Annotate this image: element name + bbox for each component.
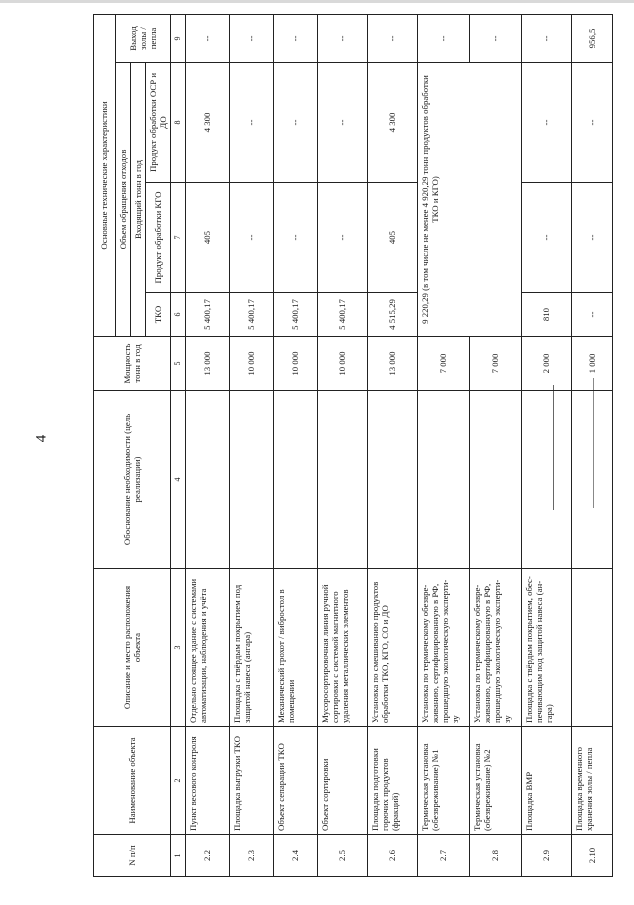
col-num-5: 5 [171,337,185,391]
row-n: 2.6 [367,835,417,877]
row-ash: -- [469,14,521,62]
row-kgo: -- [229,183,273,293]
row-tko: -- [571,293,612,337]
col-num-9: 9 [171,14,185,62]
header-kgo-product: Продукт обработки КГО [146,183,171,293]
row-osr: -- [229,63,273,183]
row-justification [317,391,367,569]
row-osr: -- [273,63,317,183]
row-kgo: 405 [185,183,229,293]
row-description: Площадка с твёрдым покрытием под защитой навеса (ангара) [229,569,273,727]
row-osr: 4 300 [185,63,229,183]
row-kgo: -- [317,183,367,293]
header-capacity: Мощность тонн в год [94,337,171,391]
col-num-6: 6 [171,293,185,337]
row-osr: -- [521,63,571,183]
row-n: 2.7 [417,835,469,877]
row-capacity: 1 000 [571,337,612,391]
header-name: Наименование объекта [94,727,171,835]
row-n: 2.2 [185,835,229,877]
row-name: Термическая установка (обезвреживание) №2 [469,727,521,835]
header-main-chars: Основные технические характеристики [94,14,116,336]
header-osr-product: Продукт обработки ОСР и ДО [146,63,171,183]
table-row [317,14,367,876]
row-ash: -- [521,14,571,62]
table-row [417,14,469,876]
row-capacity: 2 000 [521,337,571,391]
row-name: Объект сепарации ТКО [273,727,317,835]
row-n: 2.4 [273,835,317,877]
row-ash: -- [417,14,469,62]
table-row [571,14,612,876]
row-ash: -- [317,14,367,62]
col-num-7: 7 [171,183,185,293]
row-kgo: -- [273,183,317,293]
header-justification: Обоснование необходимости (цель реализации) [94,391,171,569]
row-ash: 956,5 [571,14,612,62]
row-justification [229,391,273,569]
row-tko: 4 515,29 [367,293,417,337]
row-justification [521,391,571,569]
row-tko: 5 400,17 [229,293,273,337]
row-capacity: 10 000 [273,337,317,391]
row-name: Термическая установка (обезвреживание) №1 [417,727,469,835]
row-name: Площадка выгрузки ТКО [229,727,273,835]
col-num-3: 3 [171,569,185,727]
row-n: 2.3 [229,835,273,877]
row-justification [571,391,612,569]
table-row [273,14,317,876]
row-justification [417,391,469,569]
row-n: 2.8 [469,835,521,877]
row-description: Установка по термическому обезвре-живанию, сертифицированную в РФ, прошедшую экологическую эксперти-зу [417,569,469,727]
row-description: Установка по смешиванию продуктов обработки ТКО, КГО, СО и ДО [367,569,417,727]
row-osr: -- [571,63,612,183]
row-n: 2.5 [317,835,367,877]
header-waste-volume: Объем обращения отходов [116,63,131,337]
col-num-8: 8 [171,63,185,183]
row-name: Пункт весового контроля [185,727,229,835]
header-incoming: Входящий тонн в год [131,63,146,337]
col-num-1: 1 [171,835,185,877]
table-row [229,14,273,876]
row-description: Механический грохот / вибростол в помещении [273,569,317,727]
header-n: N п/п [94,835,171,877]
row-tko: 5 400,17 [273,293,317,337]
table-row [521,14,571,876]
row-capacity: 10 000 [229,337,273,391]
row-justification [273,391,317,569]
row-osr: 4 300 [367,63,417,183]
row-name: Площадка временного хранения золы / пепла [571,727,612,835]
row-justification [469,391,521,569]
row-name: Объект сортировки [317,727,367,835]
table-row [185,14,229,876]
row-description: Отдельно стоящее здание с системами автоматизации, наблюдения и учёта [185,569,229,727]
row-description: Установка по термическому обезвре-живанию, сертифицированную в РФ, прошедшую экологическую эксперти-зу [469,569,521,727]
header-tko: ТКО [146,293,171,337]
row-name: Площадка ВМР [521,727,571,835]
row-tko: 5 400,17 [317,293,367,337]
col-num-4: 4 [171,391,185,569]
row-capacity: 10 000 [317,337,367,391]
rotated-table-wrapper [93,15,613,877]
row-capacity: 7 000 [417,337,469,391]
header-ash-output: Выход золы / пепла [116,14,171,62]
row-ash: -- [229,14,273,62]
row-justification [367,391,417,569]
row-merged-volume: 9 220,29 (в том числе не менее 4 920,29 тонн продуктов обработки ТКО и КГО) [417,63,521,337]
row-capacity: 13 000 [367,337,417,391]
row-n: 2.9 [521,835,571,877]
row-description: Мусоросортировочная линия ручной сортировки с системой магнитного удаления металлических элементов [317,569,367,727]
row-name: Площадка подготовки горючих продуктов (фракций) [367,727,417,835]
table-row [367,14,417,876]
page-number: 4 [33,434,50,443]
row-justification [185,391,229,569]
row-ash: -- [273,14,317,62]
row-capacity: 7 000 [469,337,521,391]
header-description: Описание и место расположения объекта [94,569,171,727]
row-description [571,569,612,727]
row-tko: 810 [521,293,571,337]
row-capacity: 13 000 [185,337,229,391]
row-kgo: 405 [367,183,417,293]
scan-edge [0,0,634,3]
row-kgo: -- [571,183,612,293]
row-osr: -- [317,63,367,183]
row-kgo: -- [521,183,571,293]
row-tko: 5 400,17 [185,293,229,337]
row-ash: -- [185,14,229,62]
row-ash: -- [367,14,417,62]
objects-table [93,14,613,877]
row-description: Площадка с твёрдым покрытием, обес-печивающим под защитой навеса (ан-гара) [521,569,571,727]
col-num-2: 2 [171,727,185,835]
row-n: 2.10 [571,835,612,877]
